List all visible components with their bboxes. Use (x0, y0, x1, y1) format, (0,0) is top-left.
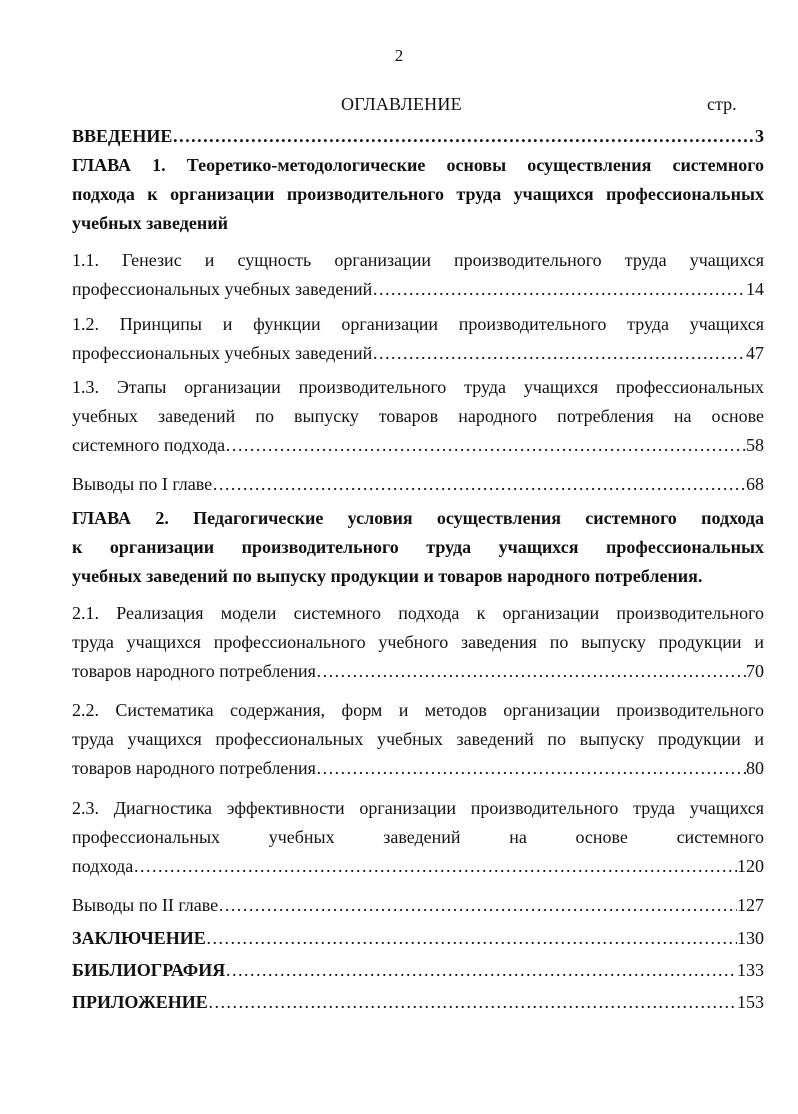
toc-entry-appendix (72, 988, 764, 1017)
dot-leader (218, 891, 737, 920)
entry-line: 2.2. Систематика содержания, форм и методов организации производительного (72, 700, 764, 720)
toc-title: ОГЛАВЛЕНИЕ (341, 94, 462, 114)
entry-page: 3 (755, 126, 764, 146)
entry-page: 70 (746, 661, 764, 681)
dot-leader (208, 988, 737, 1017)
entry-page: 133 (737, 960, 764, 980)
entry-page: 68 (746, 474, 764, 494)
entry-title: ВВЕДЕНИЕ (72, 126, 173, 146)
entry-title: БИБЛИОГРАФИЯ (72, 960, 226, 980)
page-number: 2 (394, 46, 404, 65)
entry-line: 1.2. Принципы и функции организации производительного труда учащихся (72, 314, 764, 334)
entry-line: профессиональных учебных заведений (72, 343, 373, 363)
dot-leader (225, 431, 746, 460)
heading-line: ГЛАВА 1. Теоретико-методологические основы осуществления системного (72, 155, 764, 175)
page-column-label: стр. (707, 94, 737, 114)
dot-leader (172, 122, 755, 151)
entry-title: Выводы по II главе (72, 895, 219, 915)
entry-line: системного подхода (72, 435, 226, 455)
entry-line: подхода (72, 856, 134, 876)
entry-title: ЗАКЛЮЧЕНИЕ (72, 928, 206, 948)
entry-line: 1.3. Этапы организации производительного труда учащихся профессиональных (72, 377, 764, 397)
dot-leader (133, 852, 737, 881)
toc-entry-bibliography (72, 956, 764, 985)
entry-line: товаров народного потребления (72, 758, 316, 778)
entry-page: 127 (737, 895, 764, 915)
entry-page: 14 (746, 279, 764, 299)
toc-entry-1-1 (72, 246, 764, 304)
dot-leader (316, 754, 746, 783)
entry-title: ПРИЛОЖЕНИЕ (72, 992, 208, 1012)
dot-leader (372, 275, 746, 304)
dot-leader (316, 657, 746, 686)
heading-line: подхода к организации производительного труда учащихся профессиональных (72, 184, 764, 204)
heading-line: учебных заведений (72, 213, 228, 233)
entry-line: 2.3. Диагностика эффективности организации производительного труда учащихся (72, 798, 764, 818)
dot-leader (206, 924, 737, 953)
entry-page: 58 (746, 435, 764, 455)
toc-entry-chapter-1-conclusions (72, 470, 764, 499)
toc-entry-2-1 (72, 599, 764, 686)
heading-line: учебных заведений по выпуску продукции и товаров народного потребления. (72, 566, 703, 586)
entry-page: 47 (746, 343, 764, 363)
dot-leader (212, 470, 746, 499)
chapter-1-heading (72, 151, 764, 238)
toc-entry-2-3 (72, 794, 764, 881)
toc-entry-conclusion (72, 924, 764, 953)
entry-line: 1.1. Генезис и сущность организации производительного труда учащихся (72, 250, 764, 270)
entry-page: 153 (737, 992, 764, 1012)
toc-entry-1-2 (72, 310, 764, 368)
entry-line: профессиональных учебных заведений на основе системного (72, 827, 764, 847)
entry-page: 120 (737, 856, 764, 876)
entry-line: профессиональных учебных заведений (72, 279, 373, 299)
toc-entry-2-2 (72, 696, 764, 783)
entry-line: товаров народного потребления (72, 661, 316, 681)
dot-leader (225, 956, 737, 985)
heading-line: к организации производительного труда учащихся профессиональных (72, 537, 764, 557)
entry-line: труда учащихся профессиональных учебных заведений по выпуску продукции и (72, 729, 764, 749)
entry-line: 2.1. Реализация модели системного подхода к организации производительного (72, 603, 764, 623)
entry-title: Выводы по I главе (72, 474, 213, 494)
entry-page: 130 (737, 928, 764, 948)
toc-entry-1-3 (72, 373, 764, 460)
entry-line: труда учащихся профессионального учебного заведения по выпуску продукции и (72, 632, 764, 652)
chapter-2-heading (72, 504, 764, 591)
dot-leader (372, 339, 746, 368)
entry-page: 80 (746, 758, 764, 778)
toc-entry-chapter-2-conclusions (72, 891, 764, 920)
entry-line: учебных заведений по выпуску товаров народного потребления на основе (72, 406, 764, 426)
toc-entry-intro (72, 122, 764, 151)
heading-line: ГЛАВА 2. Педагогические условия осуществления системного подхода (72, 508, 764, 528)
